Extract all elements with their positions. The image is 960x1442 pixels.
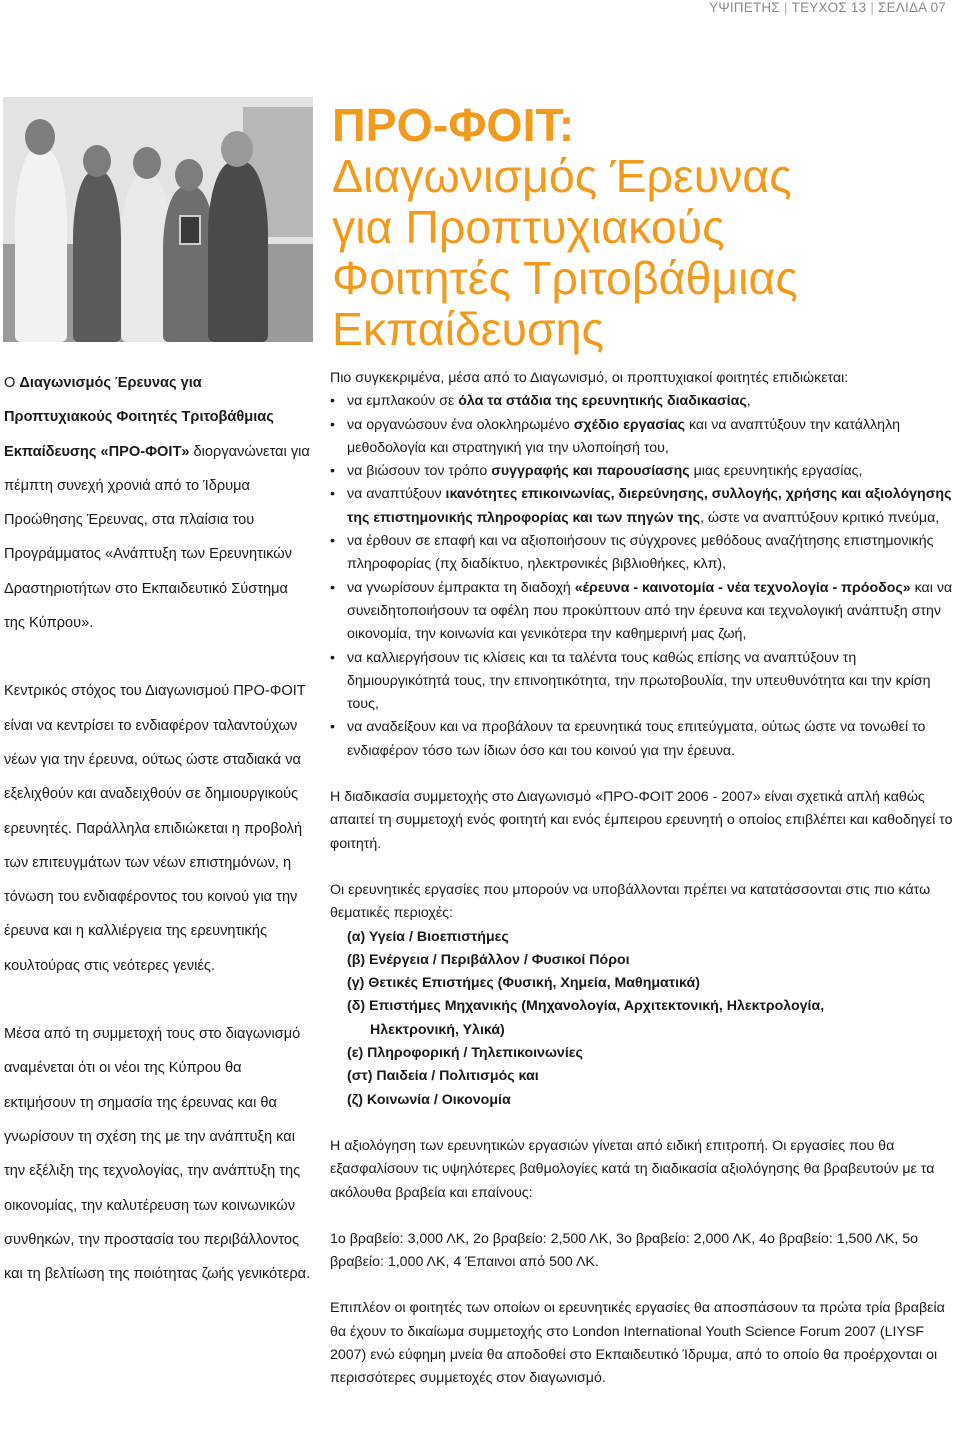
- goal-paragraph: Κεντρικός στόχος του Διαγωνισμού ΠΡΟ-ΦΟΙΤ είναι να κεντρίσει το ενδιαφέρον ταλαντούχων νέων για την έρευνα, ούτως ώστε σταδιακά να εξελιχθούν και αναδειχθούν σε δημιουργικούς ερευνητές. Παράλληλα επιδιώκεται η προβολή των επιτευγμάτων των νέων επιστημόνων, η τόνωση του ενδιαφέροντος του κοινού για την έρευνα και η καλλιέργεια της ερευνητικής κουλτούρας στις νεότερες γενιές.: [4, 683, 306, 974]
- objective-item: • να οργανώσουν ένα ολοκληρωμένο σχέδιο εργασίας και να αναπτύξουν την κατάλληλη μεθοδολογία και στρατηγική για την υλοποίησή του,: [330, 414, 956, 461]
- objectives-intro: Πιο συγκεκριμένα, μέσα από το Διαγωνισμό, οι προπτυχιακοί φοιτητές επιδιώκεται:: [330, 370, 849, 386]
- right-column: [330, 367, 956, 1391]
- category-item: (ζ) Κοινωνία / Οικονομία: [347, 1091, 511, 1108]
- title-line: ΠΡΟ-ΦΟΙΤ:: [332, 99, 575, 151]
- person-figure: [208, 162, 268, 342]
- person-head: [133, 147, 161, 179]
- person-head: [25, 119, 55, 155]
- category-item: (α) Υγεία / Βιοεπιστήμες: [347, 928, 509, 945]
- prizes-paragraph: 1ο βραβείο: 3,000 ΛΚ, 2ο βραβείο: 2,500 ΛΚ, 3ο βραβείο: 2,000 ΛΚ, 4ο βραβείο: 1,500 ΛΚ, 5ο βραβείο: 1,000 ΛΚ, 4 Έπαινοι από 500 ΛΚ.: [330, 1230, 918, 1271]
- objective-item: • να αναδείξουν και να προβάλουν τα ερευνητικά τους επιτεύγματα, ούτως ώστε να τονωθεί το ενδιαφέρον τόσο των ίδιων όσο και του κοινού για την έρευνα.: [330, 716, 956, 763]
- award-photo: [3, 97, 313, 342]
- objective-item: • να έρθουν σε επαφή και να αξιοποιήσουν τις σύγχρονες μεθόδους αναζήτησης επιστημονικής πληροφορίας (πχ διαδίκτυο, ηλεκτρονικές βιβλιοθήκες, κλπ),: [330, 530, 956, 577]
- page-header: [709, 0, 946, 15]
- magazine-name: ΥΨΙΠΕΤΗΣ: [709, 0, 780, 15]
- category-item: (δ) Επιστήμες Μηχανικής (Μηχανολογία, Αρχιτεκτονική, Ηλεκτρολογία,: [347, 998, 825, 1015]
- objective-item: • να αναπτύξουν ικανότητες επικοινωνίας, διερεύνησης, συλλογής, χρήσης και αξιολόγησης της επιστημονικής πληροφορίας και των πηγών της, ώστε να αναπτύξουν κριτικό πνεύμα,: [330, 483, 956, 530]
- header-separator: |: [783, 0, 788, 15]
- header-separator: |: [870, 0, 875, 15]
- category-item: (στ) Παιδεία / Πολιτισμός και: [347, 1068, 539, 1085]
- title-line: Διαγωνισμός Έρευνας: [332, 150, 792, 202]
- person-figure: [15, 149, 67, 342]
- category-item-continued: Ηλεκτρονική, Υλικά): [370, 1021, 505, 1038]
- objective-item: • να γνωρίσουν έμπρακτα τη διαδοχή «έρευνα - καινοτομία - νέα τεχνολογία - πρόοδος» και να συνειδητοποιήσουν τα οφέλη που προκύπτουν από την έρευνα και τεχνολογική ανάπτυξη στην οικονομία, την κοινωνία και γενικότερα την καθημερινή μας ζωή,: [330, 577, 956, 647]
- evaluation-paragraph: Η αξιολόγηση των ερευνητικών εργασιών γίνεται από ειδική επιτροπή. Οι εργασίες που θα εξασφαλίσουν τις υψηλότερες βαθμολογίες κατά τη διαδικασία αξιολόγησης θα βραβευτούν με τα ακόλουθα βραβεία και επαίνους:: [330, 1137, 935, 1201]
- issue-number: ΤΕΥΧΟΣ 13: [791, 0, 867, 15]
- person-head: [175, 159, 203, 191]
- category-item: (ε) Πληροφορική / Τηλεπικοινωνίες: [347, 1045, 583, 1062]
- category-item: (β) Ενέργεια / Περιβάλλον / Φυσικοί Πόροι: [347, 951, 630, 968]
- objective-item: • να βιώσουν τον τρόπο συγγραφής και παρουσίασης μιας ερευνητικής εργασίας,: [330, 460, 956, 483]
- person-head: [83, 145, 111, 177]
- categories-intro: Οι ερευνητικές εργασίες που μπορούν να υποβάλλονται πρέπει να κατατάσσονται στις πιο κάτω θεματικές περιοχές:: [330, 881, 931, 922]
- title-line: για Προπτυχιακούς: [332, 201, 725, 253]
- category-item: (γ) Θετικές Επιστήμες (Φυσική, Χημεία, Μαθηματικά): [347, 975, 700, 992]
- expectation-paragraph: Μέσα από τη συμμετοχή τους στο διαγωνισμό αναμένεται ότι οι νέοι της Κύπρου θα εκτιμήσουν τη σημασία της έρευνας και θα γνωρίσουν τη σχέση της με την ανάπτυξη και την εξέλιξη της τεχνολογίας, την ανάπτυξη της οικονομίας, την καλυτέρευση των κοινωνικών συνθηκών, την προστασία του περιβάλλοντος και τη βελτίωση της ποιότητας ζωής γενικότερα.: [4, 1026, 311, 1283]
- intro-paragraph: Ο Διαγωνισμός Έρευνας για Προπτυχιακούς Φοιτητές Τριτοβάθμιας Εκπαίδευσης «ΠΡΟ-ΦΟΙΤ» διοργανώνεται για πέμπτη συνεχή χρονιά από το Ίδρυμα Προώθησης Έρευνας, στα πλαίσια του Προγράμματος «Ανάπτυξη των Ερευνητικών Δραστηριοτήτων στο Εκπαιδευτικό Σύστημα της Κύπρου».: [4, 375, 310, 632]
- london-forum-paragraph: Επιπλέον οι φοιτητές των οποίων οι ερευνητικές εργασίες θα αποσπάσουν τα πρώτα τρία βραβεία θα έχουν το δικαίωμα συμμετοχής στο London International Youth Science Forum 2007 (LIYSF 2007) ενώ εύφημη μνεία θα αποδοθεί στο Εκπαιδευτικό Ίδρυμα, από το οποίο θα προέρχονται οι περισσότερες συμμετοχές στον διαγωνισμό.: [330, 1300, 945, 1387]
- title-line: Φοιτητές Τριτοβάθμιας: [332, 252, 798, 304]
- person-figure: [73, 172, 121, 342]
- objective-item: • να εμπλακούν σε όλα τα στάδια της ερευνητικής διαδικασίας,: [330, 390, 956, 413]
- objectives-list: [330, 390, 956, 763]
- participation-paragraph: Η διαδικασία συμμετοχής στο Διαγωνισμό «ΠΡΟ-ΦΟΙΤ 2006 - 2007» είναι σχετικά απλή καθώς απαιτεί τη συμμετοχή ενός φοιτητή και ενός έμπειρου ερευνητή ο οποίος επιβλέπει και καθοδηγεί το φοιτητή.: [330, 789, 953, 852]
- objective-item: • να καλλιεργήσουν τις κλίσεις και τα ταλέντα τους καθώς επίσης να αναπτύξουν τη δημιουργικότητά τους, την επινοητικότητα, την πρωτοβουλία, την υπευθυνότητα και την κρίση τους,: [330, 647, 956, 717]
- award-plaque: [179, 215, 201, 245]
- left-column: [4, 366, 312, 1291]
- article-title: [332, 100, 952, 355]
- page-number: ΣΕΛΙΔΑ 07: [878, 0, 946, 15]
- title-line: Εκπαίδευσης: [332, 303, 604, 355]
- person-head: [221, 131, 253, 167]
